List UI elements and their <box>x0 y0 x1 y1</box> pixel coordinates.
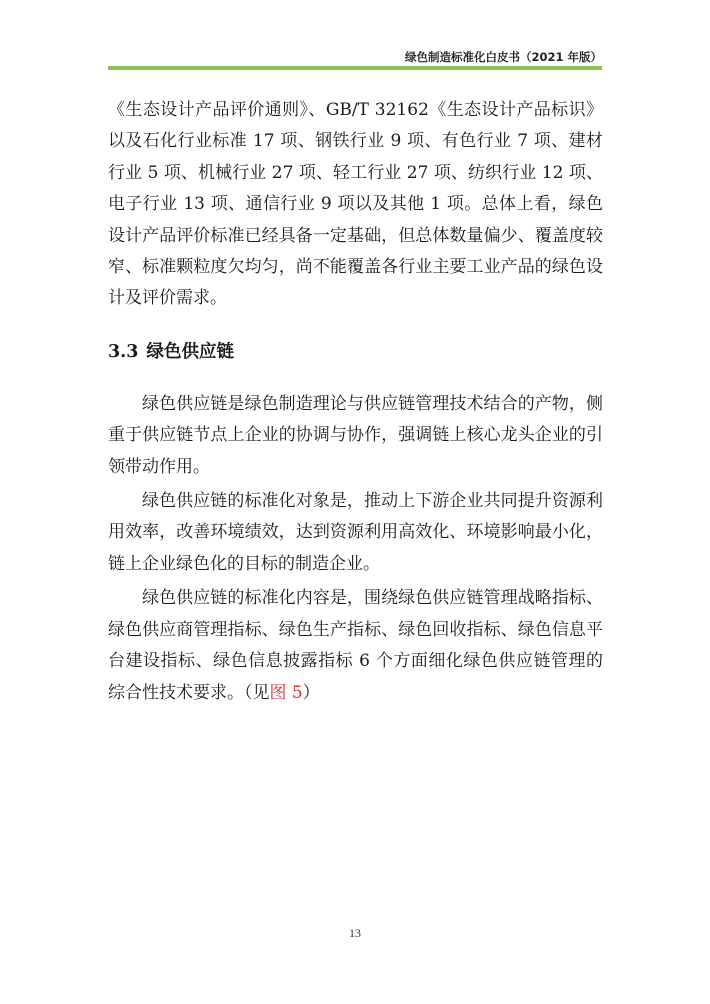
section-heading <box>108 337 603 367</box>
paragraph-intro: 《生态设计产品评价通则》、GB/T 32162《生态设计产品标识》以及石化行业标准 17 项、钢铁行业 9 项、有色行业 7 项、建材行业 5 项、机械行业 27 项、轻工行业 27 项、纺织行业 12 项、电子行业 13 项、通信行业 9 项以及其他 1 项。总体上看，绿色设计产品评价标准已经具备一定基础，但总体数量偏少、覆盖度较窄、标准颗粒度欠均匀，尚不能覆盖各行业主要工业产品的绿色设计及评价需求。 <box>108 100 603 309</box>
paragraph-object: 绿色供应链的标准化对象是，推动上下游企业共同提升资源利用效率，改善环境绩效，达到资源利用高效化、环境影响最小化，链上企业绿色化的目标的制造企业。 <box>108 491 603 574</box>
paragraph-content-close: ） <box>302 682 320 703</box>
page-header <box>108 50 602 64</box>
section-number: 3.3 <box>108 341 139 362</box>
page-number: 13 <box>349 926 361 940</box>
paragraph-content <box>108 583 603 709</box>
header-title: 绿色制造标准化白皮书（2021 年版） <box>404 50 602 64</box>
page-content <box>108 95 603 709</box>
section-title: 绿色供应链 <box>146 341 234 362</box>
figure-reference-link[interactable]: 图 5 <box>269 682 303 703</box>
paragraph-content-text: 绿色供应链的标准化内容是，围绕绿色供应链管理战略指标、绿色供应商管理指标、绿色生产指标、绿色回收指标、绿色信息平台建设指标、绿色信息披露指标 6 个方面细化绿色供应链管理的综合性技术要求。（见 <box>108 588 603 703</box>
header-rule <box>108 66 602 70</box>
paragraph-definition: 绿色供应链是绿色制造理论与供应链管理技术结合的产物，侧重于供应链节点上企业的协调与协作，强调链上核心龙头企业的引领带动作用。 <box>108 393 603 477</box>
